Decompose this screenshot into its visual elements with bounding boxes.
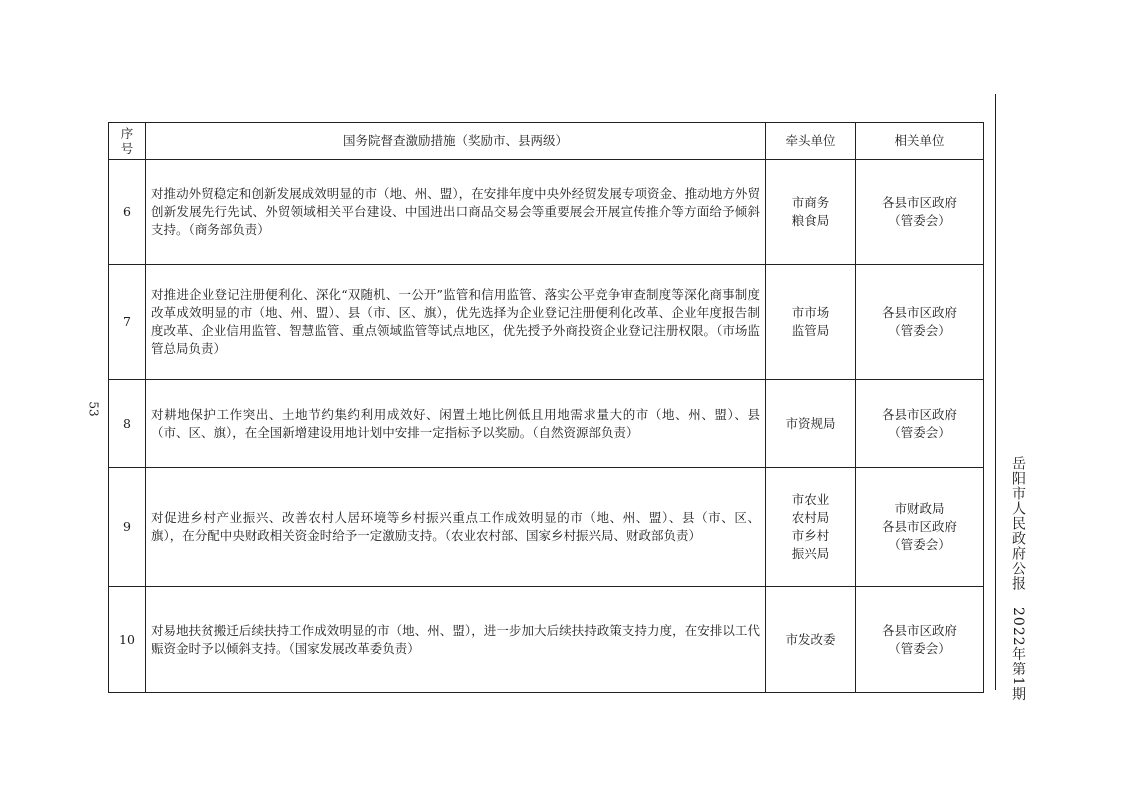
row-number: 7	[109, 265, 146, 380]
side-divider-line	[995, 94, 996, 690]
lead-unit: 市市场 监管局	[766, 265, 856, 380]
header-no: 序 号	[109, 123, 146, 160]
issue-number: 2022年第1期	[1010, 607, 1026, 702]
publication-title: 岳阳市人民政府公报	[1010, 456, 1026, 591]
measure-text: 对推进企业登记注册便利化、深化“双随机、一公开”监管和信用监管、落实公平竞争审查制度等深化商事制度改革成效明显的市（地、州、盟）、县（市、区、旗），优先选择为企业登记注册便利化改革、企业年度报告制度改革、企业信用监管、智慧监管、重点领域监管等试点地区，优先授予外商投资企业登记注册权限。（市场监管总局负责）	[146, 265, 766, 380]
related-unit: 市财政局 各县市区政府 （管委会）	[856, 468, 984, 587]
measure-text: 对耕地保护工作突出、土地节约集约利用成效好、闲置土地比例低且用地需求量大的市（地、州、盟）、县（市、区、旗），在全国新增建设用地计划中安排一定指标予以奖励。（自然资源部负责）	[146, 380, 766, 468]
lead-unit: 市资规局	[766, 380, 856, 468]
related-unit: 各县市区政府 （管委会）	[856, 160, 984, 265]
table-header-row	[109, 123, 984, 160]
related-unit: 各县市区政府 （管委会）	[856, 587, 984, 693]
related-unit: 各县市区政府 （管委会）	[856, 265, 984, 380]
lead-unit: 市商务 粮食局	[766, 160, 856, 265]
measure-text: 对推动外贸稳定和创新发展成效明显的市（地、州、盟），在安排年度中央外经贸发展专项资金、推动地方外贸创新发展先行先试、外贸领域相关平台建设、中国进出口商品交易会等重要展会开展宣传推介等方面给予倾斜支持。（商务部负责）	[146, 160, 766, 265]
measure-text: 对促进乡村产业振兴、改善农村人居环境等乡村振兴重点工作成效明显的市（地、州、盟）、县（市、区、旗），在分配中央财政相关资金时给予一定激励支持。（农业农村部、国家乡村振兴局、财政部负责）	[146, 468, 766, 587]
page-number: 53	[86, 401, 101, 417]
row-number: 10	[109, 587, 146, 693]
header-related-unit: 相关单位	[856, 123, 984, 160]
measure-text: 对易地扶贫搬迁后续扶持工作成效明显的市（地、州、盟），进一步加大后续扶持政策支持力度，在安排以工代赈资金时予以倾斜支持。（国家发展改革委负责）	[146, 587, 766, 693]
table-row	[109, 380, 984, 468]
table-row	[109, 265, 984, 380]
table-row	[109, 160, 984, 265]
lead-unit: 市农业 农村局 市乡村 振兴局	[766, 468, 856, 587]
row-number: 8	[109, 380, 146, 468]
row-number: 6	[109, 160, 146, 265]
table-row	[109, 468, 984, 587]
publication-sidebar	[1002, 456, 1028, 702]
lead-unit: 市发改委	[766, 587, 856, 693]
table-row	[109, 587, 984, 693]
header-measure: 国务院督查激励措施（奖励市、县两级）	[146, 123, 766, 160]
measures-table	[108, 122, 984, 693]
row-number: 9	[109, 468, 146, 587]
related-unit: 各县市区政府 （管委会）	[856, 380, 984, 468]
header-lead-unit: 牵头单位	[766, 123, 856, 160]
